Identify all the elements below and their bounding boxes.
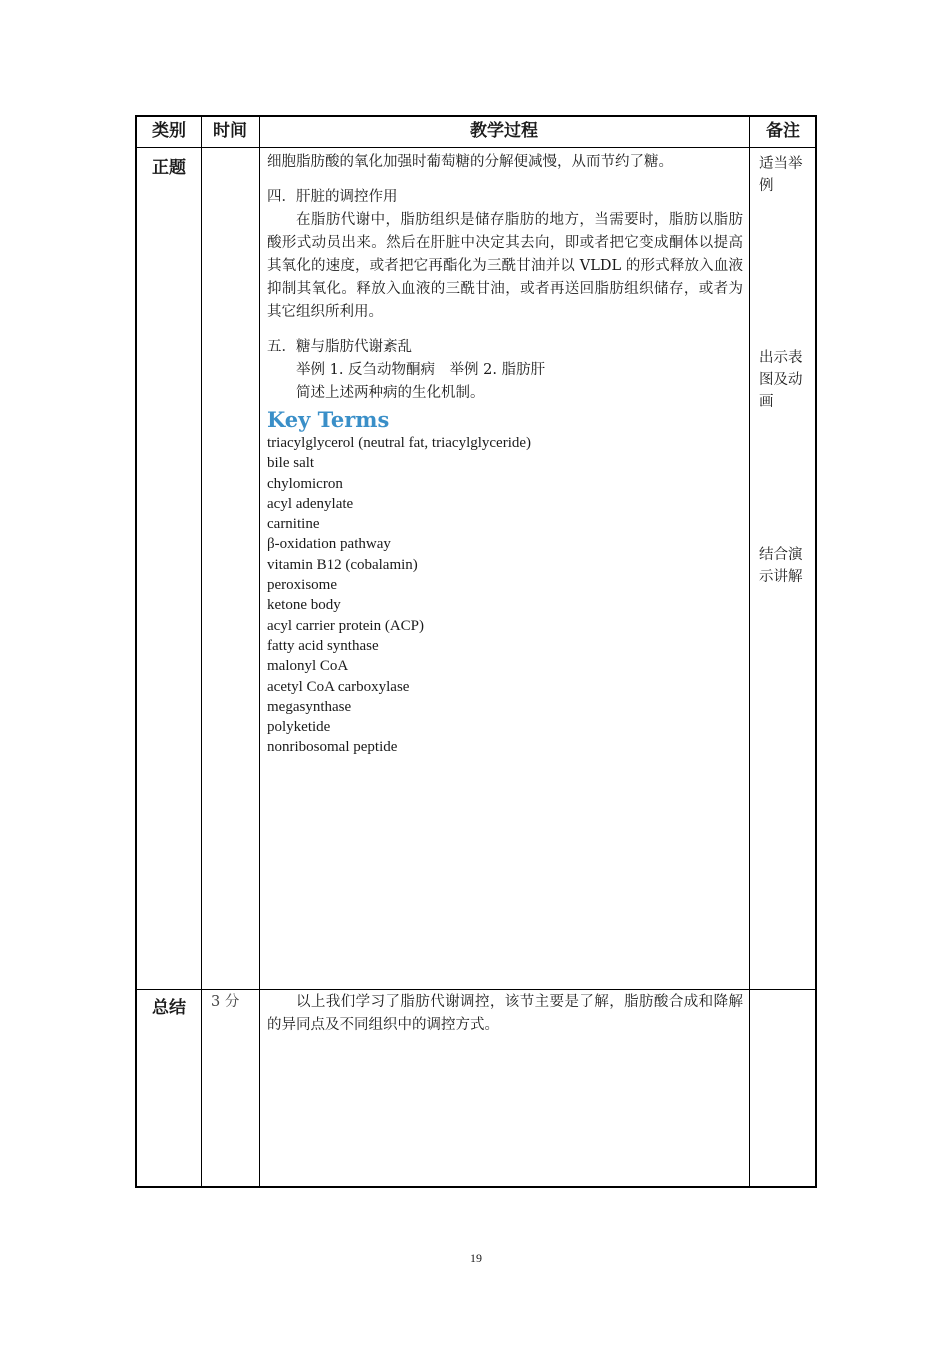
part4-body: 在脂肪代谢中，脂肪组织是储存脂肪的地方，当需要时，脂肪以脂肪酸形式动员出来。然后在肝脏中决定其去向，即或者把它变成酮体以提高其氧化的速度，或者把它再酯化为三酰甘油并以 VLDL 的形式释放入血液抑制其氧化。释放入血液的三酰甘油，或者再送回脂肪组织储存，或者为其它组织所利用。	[267, 212, 743, 320]
category-main: 正题	[152, 158, 186, 178]
key-terms-list	[267, 433, 743, 758]
key-term: triacylglycerol (neutral fat, triacylglyceride)	[267, 435, 532, 451]
key-term: vitamin B12 (cobalamin)	[267, 556, 418, 573]
key-term: peroxisome	[267, 577, 337, 594]
key-term: carnitine	[267, 516, 320, 533]
column-divider	[259, 117, 260, 1186]
intro-line: 细胞脂肪酸的氧化加强时葡萄糖的分解便减慢，从而节约了糖。	[267, 154, 673, 170]
lesson-plan-table	[135, 115, 817, 1188]
note-examples: 适当举例	[759, 156, 803, 194]
header-time: 时间	[213, 121, 247, 141]
key-term: nonribosomal peptide	[267, 739, 398, 756]
key-term: β-oxidation pathway	[267, 536, 391, 553]
part5-title: 五．糖与脂肪代谢紊乱	[267, 339, 412, 355]
key-term: bile salt	[267, 455, 315, 472]
key-term: malonyl CoA	[267, 658, 349, 675]
header-category: 类别	[152, 121, 186, 141]
key-term: polyketide	[267, 719, 331, 736]
part5-desc: 简述上述两种病的生化机制。	[296, 385, 485, 401]
part5-examples: 举例 1. 反刍动物酮病 举例 2. 脂肪肝	[296, 362, 546, 378]
note-show-figures: 出示表图及动画	[759, 350, 803, 410]
column-divider	[201, 117, 202, 1186]
header-notes: 备注	[766, 121, 800, 141]
summary-time: 3 分	[211, 994, 240, 1010]
row-divider	[137, 147, 815, 148]
row-divider	[137, 989, 815, 990]
part4-title: 四．肝脏的调控作用	[267, 189, 398, 205]
category-summary: 总结	[152, 998, 186, 1018]
header-process: 教学过程	[470, 121, 538, 141]
key-term: chylomicron	[267, 475, 343, 492]
summary-body: 以上我们学习了脂肪代谢调控，该节主要是了解，脂肪酸合成和降解的异同点及不同组织中的调控方式。	[267, 994, 743, 1033]
page-number: 19	[470, 1251, 482, 1265]
key-term: megasynthase	[267, 698, 352, 715]
key-terms-title: Key Terms	[267, 407, 390, 432]
key-term: acyl carrier protein (ACP)	[267, 617, 425, 634]
key-term: ketone body	[267, 597, 341, 614]
column-divider	[749, 117, 750, 1186]
key-term: fatty acid synthase	[267, 637, 379, 654]
key-term: acetyl CoA carboxylase	[267, 678, 410, 695]
key-term: acyl adenylate	[267, 495, 354, 512]
main-content	[267, 151, 743, 758]
note-demo: 结合演示讲解	[759, 547, 803, 585]
